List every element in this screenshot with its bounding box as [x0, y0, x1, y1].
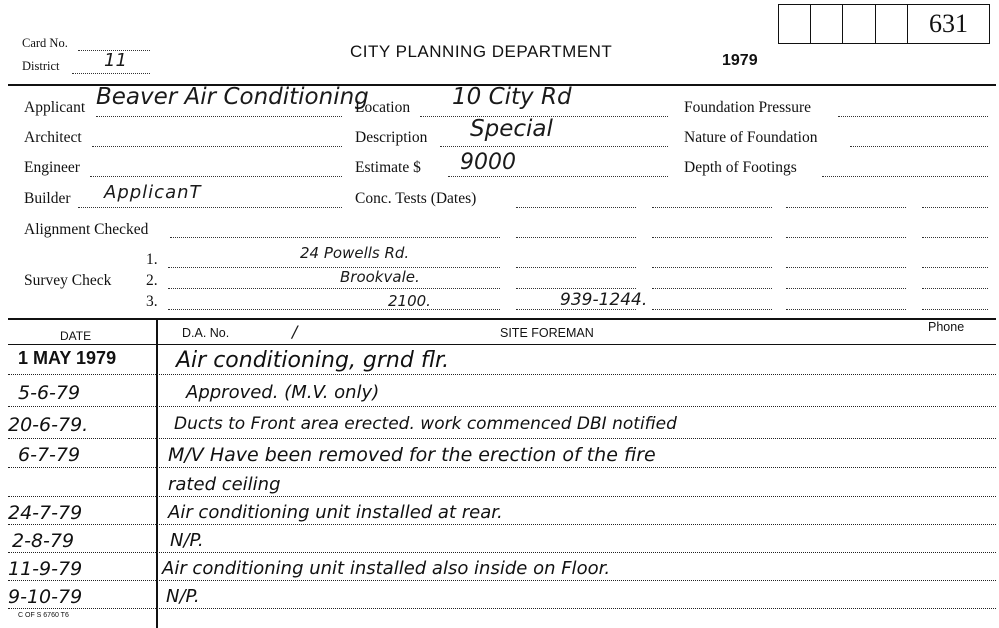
survey-2-label: 2.: [146, 272, 158, 289]
log-entry-9: N/P.: [166, 586, 200, 607]
footer-code: C OF S 6760 T6: [18, 612, 69, 619]
alignment-label: Alignment Checked: [24, 221, 149, 238]
estimate-value: 9000: [460, 150, 516, 175]
card-number-boxes: [778, 4, 990, 44]
survey-check-label: Survey Check: [24, 272, 112, 289]
engineer-label: Engineer: [24, 159, 80, 176]
date-header: DATE: [60, 329, 92, 343]
builder-value: ApplicanT: [104, 182, 202, 203]
log-date-4: 6-7-79: [18, 444, 81, 466]
log-date-8: 11-9-79: [8, 558, 83, 580]
log-date-6: 24-7-79: [8, 502, 83, 524]
applicant-label: Applicant: [24, 99, 86, 116]
location-label: Location: [355, 99, 411, 116]
survey-3-label: 3.: [146, 293, 158, 310]
applicant-value: Beaver Air Conditioning: [96, 84, 369, 110]
log-entry-5: rated ceiling: [168, 474, 281, 495]
survey-1-label: 1.: [146, 251, 158, 268]
description-label: Description: [355, 129, 428, 146]
conc-tests-label: Conc. Tests (Dates): [355, 190, 477, 207]
foreman-header: SITE FOREMAN: [500, 326, 594, 340]
address-line-2: Brookvale.: [340, 268, 420, 286]
log-entry-7: N/P.: [170, 530, 204, 551]
address-line-1: 24 Powells Rd.: [300, 244, 410, 262]
estimate-label: Estimate $: [355, 159, 421, 176]
log-date-7: 2-8-79: [12, 530, 75, 552]
description-value: Special: [470, 116, 553, 142]
district-label: District: [22, 59, 60, 73]
log-entry-3: Ducts to Front area erected. work commenced DBI notified: [174, 414, 677, 434]
log-entry-2: Approved. (M.V. only): [186, 382, 380, 403]
phone-value: 939-1244.: [560, 290, 648, 310]
log-date-9: 9-10-79: [8, 586, 83, 608]
department-title: CITY PLANNING DEPARTMENT: [350, 42, 613, 61]
log-entry-6: Air conditioning unit installed at rear.: [168, 502, 503, 523]
year: 1979: [722, 52, 758, 69]
date-column-divider: [156, 318, 158, 628]
log-header-divider: [8, 344, 996, 345]
phone-header: Phone: [928, 320, 965, 334]
depth-footings-label: Depth of Footings: [684, 159, 797, 176]
da-value: /: [292, 322, 298, 341]
district-value: 11: [104, 50, 127, 71]
address-line-3: 2100.: [388, 292, 431, 310]
foundation-pressure-label: Foundation Pressure: [684, 99, 812, 116]
log-date-3: 20-6-79.: [8, 414, 89, 436]
log-date-2: 5-6-79: [18, 382, 81, 404]
log-entry-8: Air conditioning unit installed also inside on Floor.: [162, 558, 611, 579]
log-date-1: 1 MAY 1979: [18, 348, 117, 368]
card-no-label: Card No.: [22, 36, 68, 50]
location-value: 10 City Rd: [452, 84, 572, 110]
da-header: D.A. No.: [182, 326, 230, 340]
nature-foundation-label: Nature of Foundation: [684, 129, 818, 146]
log-entry-4: M/V Have been removed for the erection of the fire: [168, 444, 656, 466]
architect-label: Architect: [24, 129, 82, 146]
card-number: 631: [928, 9, 968, 38]
log-entry-1: Air conditioning, grnd flr.: [176, 348, 450, 373]
builder-label: Builder: [24, 190, 71, 207]
